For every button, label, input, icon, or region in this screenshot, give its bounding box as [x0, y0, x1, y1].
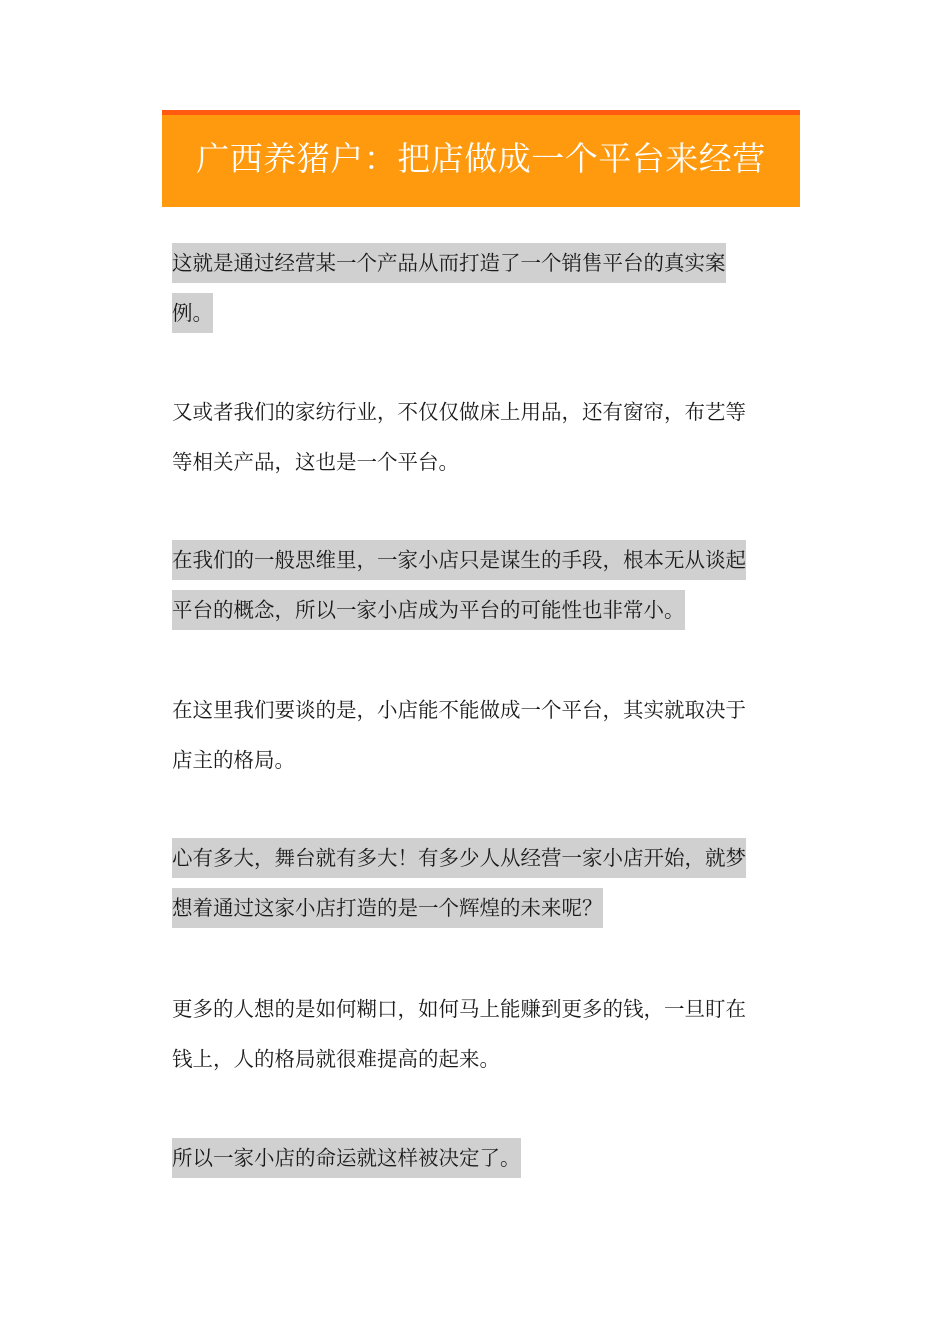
paragraph-5 [172, 833, 792, 933]
paragraph-2-line-2: 等相关产品，这也是一个平台。 [172, 450, 459, 474]
paragraph-4-line-2: 店主的格局。 [172, 748, 295, 772]
paragraph-4-line-1: 在这里我们要谈的是，小店能不能做成一个平台，其实就取决于 [172, 698, 746, 722]
paragraph-5-line-2: 想着通过这家小店打造的是一个辉煌的未来呢？ [172, 888, 603, 928]
paragraph-2-line-1: 又或者我们的家纺行业，不仅仅做床上用品，还有窗帘，布艺等 [172, 400, 746, 424]
paragraph-1-line-1: 这就是通过经营某一个产品从而打造了一个销售平台的真实案 [172, 243, 726, 283]
paragraph-3-line-2: 平台的概念，所以一家小店成为平台的可能性也非常小。 [172, 590, 685, 630]
paragraph-5-line-1: 心有多大，舞台就有多大！有多少人从经营一家小店开始，就梦 [172, 838, 746, 878]
paragraph-1-line-2: 例。 [172, 293, 213, 333]
paragraph-6 [172, 984, 792, 1084]
paragraph-3-line-1: 在我们的一般思维里，一家小店只是谋生的手段，根本无从谈起 [172, 540, 746, 580]
paragraph-7 [172, 1133, 792, 1183]
paragraph-6-line-2: 钱上，人的格局就很难提高的起来。 [172, 1047, 500, 1071]
page-title: 广西养猪户：把店做成一个平台来经营 [196, 139, 766, 178]
paragraph-6-line-1: 更多的人想的是如何糊口，如何马上能赚到更多的钱，一旦盯在 [172, 997, 746, 1021]
paragraph-7-line-1: 所以一家小店的命运就这样被决定了。 [172, 1138, 521, 1178]
paragraph-2 [172, 387, 792, 487]
paragraph-3 [172, 535, 792, 635]
title-banner [162, 110, 800, 207]
paragraph-1 [172, 238, 792, 338]
paragraph-4 [172, 685, 792, 785]
